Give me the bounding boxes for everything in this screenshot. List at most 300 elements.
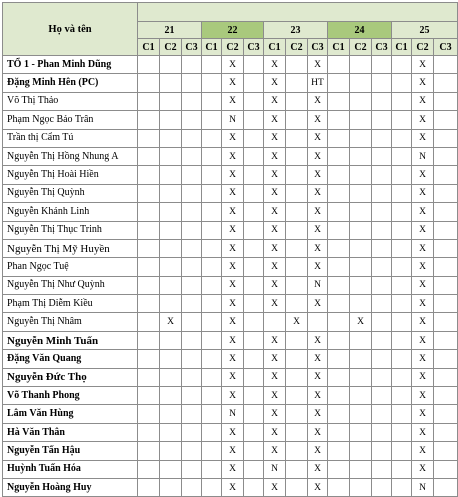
attendance-cell[interactable] [392, 166, 412, 184]
attendance-cell[interactable] [434, 313, 458, 331]
attendance-cell[interactable]: X [308, 56, 328, 74]
attendance-cell[interactable]: X [222, 295, 244, 313]
attendance-cell[interactable]: X [222, 313, 244, 331]
attendance-cell[interactable] [434, 295, 458, 313]
attendance-cell[interactable] [202, 460, 222, 478]
attendance-cell[interactable] [182, 331, 202, 349]
member-name-cell[interactable]: Nguyễn Đức Thọ [3, 368, 138, 386]
attendance-cell[interactable]: X [222, 423, 244, 441]
attendance-cell[interactable] [182, 92, 202, 110]
attendance-cell[interactable] [392, 92, 412, 110]
attendance-cell[interactable] [182, 368, 202, 386]
attendance-cell[interactable] [182, 295, 202, 313]
attendance-cell[interactable] [244, 258, 264, 276]
attendance-cell[interactable] [372, 423, 392, 441]
attendance-cell[interactable] [328, 203, 350, 221]
attendance-cell[interactable] [202, 56, 222, 74]
member-name-cell[interactable]: Nguyễn Minh Tuấn [3, 331, 138, 349]
attendance-cell[interactable]: X [222, 350, 244, 368]
attendance-cell[interactable] [350, 295, 372, 313]
attendance-cell[interactable] [286, 239, 308, 257]
attendance-cell[interactable] [202, 350, 222, 368]
attendance-cell[interactable] [264, 313, 286, 331]
attendance-cell[interactable] [138, 203, 160, 221]
member-name-cell[interactable]: Nguyễn Thị Nhâm [3, 313, 138, 331]
attendance-cell[interactable]: X [308, 258, 328, 276]
attendance-cell[interactable] [392, 129, 412, 147]
attendance-cell[interactable]: X [308, 92, 328, 110]
attendance-cell[interactable] [434, 184, 458, 202]
attendance-cell[interactable] [138, 92, 160, 110]
attendance-cell[interactable]: HT [308, 74, 328, 92]
attendance-cell[interactable] [160, 239, 182, 257]
attendance-cell[interactable] [138, 221, 160, 239]
attendance-cell[interactable]: N [222, 405, 244, 423]
attendance-cell[interactable]: X [308, 111, 328, 129]
attendance-cell[interactable] [138, 74, 160, 92]
attendance-cell[interactable]: X [222, 74, 244, 92]
attendance-cell[interactable] [328, 92, 350, 110]
attendance-cell[interactable] [434, 166, 458, 184]
attendance-cell[interactable]: X [264, 74, 286, 92]
attendance-cell[interactable]: X [412, 203, 434, 221]
attendance-cell[interactable] [160, 350, 182, 368]
attendance-cell[interactable] [434, 92, 458, 110]
attendance-cell[interactable] [328, 166, 350, 184]
attendance-cell[interactable] [434, 276, 458, 294]
attendance-cell[interactable] [328, 56, 350, 74]
attendance-cell[interactable] [182, 313, 202, 331]
attendance-cell[interactable] [202, 478, 222, 496]
attendance-cell[interactable] [202, 387, 222, 405]
attendance-cell[interactable] [138, 368, 160, 386]
attendance-cell[interactable]: X [264, 478, 286, 496]
attendance-cell[interactable] [244, 221, 264, 239]
attendance-cell[interactable] [244, 423, 264, 441]
attendance-cell[interactable] [138, 478, 160, 496]
session-header[interactable]: C1 [138, 39, 160, 56]
attendance-cell[interactable]: X [412, 405, 434, 423]
attendance-cell[interactable]: X [308, 368, 328, 386]
attendance-cell[interactable] [160, 405, 182, 423]
attendance-cell[interactable]: X [264, 56, 286, 74]
attendance-cell[interactable] [308, 313, 328, 331]
attendance-cell[interactable]: X [222, 258, 244, 276]
attendance-cell[interactable] [372, 350, 392, 368]
week-header[interactable]: 21 [138, 22, 202, 39]
attendance-cell[interactable]: X [160, 313, 182, 331]
attendance-cell[interactable] [244, 184, 264, 202]
attendance-cell[interactable] [244, 147, 264, 165]
attendance-cell[interactable] [202, 239, 222, 257]
attendance-cell[interactable] [182, 442, 202, 460]
attendance-cell[interactable]: X [412, 129, 434, 147]
attendance-cell[interactable] [328, 387, 350, 405]
attendance-cell[interactable] [328, 460, 350, 478]
attendance-cell[interactable]: X [286, 313, 308, 331]
member-name-cell[interactable]: Phạm Ngọc Bảo Trân [3, 111, 138, 129]
attendance-cell[interactable]: X [308, 331, 328, 349]
attendance-cell[interactable] [350, 387, 372, 405]
attendance-cell[interactable] [350, 276, 372, 294]
attendance-cell[interactable]: X [308, 442, 328, 460]
attendance-cell[interactable] [350, 478, 372, 496]
attendance-cell[interactable] [160, 184, 182, 202]
week-header[interactable]: 23 [264, 22, 328, 39]
attendance-cell[interactable] [434, 350, 458, 368]
attendance-cell[interactable] [160, 423, 182, 441]
attendance-cell[interactable] [160, 221, 182, 239]
member-name-cell[interactable]: Nguyễn Thị Thục Trinh [3, 221, 138, 239]
attendance-cell[interactable] [372, 239, 392, 257]
attendance-cell[interactable] [350, 56, 372, 74]
attendance-cell[interactable] [350, 423, 372, 441]
attendance-cell[interactable]: X [264, 184, 286, 202]
attendance-cell[interactable] [202, 405, 222, 423]
session-header[interactable]: C3 [182, 39, 202, 56]
attendance-cell[interactable] [138, 423, 160, 441]
attendance-cell[interactable] [372, 295, 392, 313]
attendance-cell[interactable] [160, 478, 182, 496]
attendance-cell[interactable]: X [412, 258, 434, 276]
attendance-cell[interactable]: X [308, 460, 328, 478]
attendance-cell[interactable]: X [412, 74, 434, 92]
attendance-cell[interactable]: X [222, 184, 244, 202]
attendance-cell[interactable]: X [412, 239, 434, 257]
attendance-cell[interactable]: X [412, 184, 434, 202]
attendance-cell[interactable]: X [264, 147, 286, 165]
attendance-cell[interactable] [244, 111, 264, 129]
attendance-cell[interactable]: X [412, 295, 434, 313]
attendance-cell[interactable] [138, 442, 160, 460]
session-header[interactable]: C1 [328, 39, 350, 56]
attendance-cell[interactable] [434, 74, 458, 92]
member-name-cell[interactable]: TỔ 1 - Phan Minh Dũng [3, 56, 138, 74]
attendance-cell[interactable] [434, 442, 458, 460]
attendance-cell[interactable] [372, 129, 392, 147]
attendance-cell[interactable] [202, 258, 222, 276]
session-header[interactable]: C2 [286, 39, 308, 56]
attendance-cell[interactable] [286, 221, 308, 239]
attendance-cell[interactable] [372, 147, 392, 165]
attendance-cell[interactable] [138, 460, 160, 478]
attendance-cell[interactable]: X [222, 368, 244, 386]
attendance-cell[interactable] [160, 295, 182, 313]
attendance-cell[interactable] [138, 387, 160, 405]
attendance-cell[interactable] [372, 56, 392, 74]
attendance-cell[interactable] [328, 74, 350, 92]
attendance-cell[interactable] [372, 405, 392, 423]
attendance-cell[interactable] [202, 368, 222, 386]
attendance-cell[interactable] [286, 147, 308, 165]
attendance-cell[interactable] [202, 147, 222, 165]
attendance-cell[interactable] [160, 111, 182, 129]
attendance-cell[interactable] [392, 239, 412, 257]
attendance-cell[interactable] [244, 239, 264, 257]
attendance-cell[interactable] [372, 92, 392, 110]
member-name-cell[interactable]: Nguyễn Thị Như Quỳnh [3, 276, 138, 294]
attendance-cell[interactable] [372, 184, 392, 202]
attendance-cell[interactable] [286, 203, 308, 221]
attendance-cell[interactable] [328, 368, 350, 386]
member-name-cell[interactable]: Nguyễn Thị Quỳnh [3, 184, 138, 202]
attendance-cell[interactable]: X [222, 166, 244, 184]
attendance-cell[interactable] [244, 166, 264, 184]
session-header[interactable]: C3 [372, 39, 392, 56]
attendance-cell[interactable] [350, 166, 372, 184]
attendance-cell[interactable] [372, 111, 392, 129]
attendance-cell[interactable]: X [264, 405, 286, 423]
attendance-cell[interactable]: X [264, 276, 286, 294]
session-header[interactable]: C1 [202, 39, 222, 56]
attendance-cell[interactable] [372, 460, 392, 478]
attendance-cell[interactable]: X [222, 239, 244, 257]
attendance-cell[interactable]: X [350, 313, 372, 331]
session-header[interactable]: C2 [222, 39, 244, 56]
attendance-cell[interactable] [202, 203, 222, 221]
attendance-cell[interactable] [350, 442, 372, 460]
attendance-cell[interactable]: X [264, 221, 286, 239]
attendance-cell[interactable] [392, 331, 412, 349]
attendance-cell[interactable] [286, 56, 308, 74]
attendance-cell[interactable]: X [222, 478, 244, 496]
attendance-cell[interactable] [434, 460, 458, 478]
attendance-cell[interactable]: X [308, 184, 328, 202]
attendance-cell[interactable] [182, 203, 202, 221]
attendance-cell[interactable] [392, 74, 412, 92]
attendance-cell[interactable] [328, 184, 350, 202]
attendance-cell[interactable] [202, 313, 222, 331]
attendance-cell[interactable] [392, 184, 412, 202]
attendance-cell[interactable] [138, 129, 160, 147]
attendance-cell[interactable]: X [222, 221, 244, 239]
attendance-cell[interactable]: X [412, 331, 434, 349]
attendance-cell[interactable] [392, 368, 412, 386]
attendance-cell[interactable] [372, 331, 392, 349]
attendance-cell[interactable] [202, 111, 222, 129]
attendance-cell[interactable] [244, 331, 264, 349]
attendance-cell[interactable] [434, 405, 458, 423]
attendance-cell[interactable] [202, 442, 222, 460]
attendance-cell[interactable] [392, 147, 412, 165]
attendance-cell[interactable] [350, 350, 372, 368]
attendance-cell[interactable] [286, 184, 308, 202]
member-name-cell[interactable]: Nguyễn Thị Mỹ Huyền [3, 239, 138, 257]
member-name-cell[interactable]: Nguyễn Khánh Linh [3, 203, 138, 221]
attendance-cell[interactable] [160, 56, 182, 74]
attendance-cell[interactable] [434, 56, 458, 74]
attendance-cell[interactable]: X [264, 129, 286, 147]
attendance-cell[interactable]: X [264, 350, 286, 368]
attendance-cell[interactable] [434, 147, 458, 165]
attendance-cell[interactable]: X [308, 423, 328, 441]
attendance-cell[interactable] [160, 166, 182, 184]
attendance-cell[interactable]: X [308, 239, 328, 257]
attendance-cell[interactable] [160, 92, 182, 110]
attendance-cell[interactable]: X [308, 203, 328, 221]
attendance-cell[interactable] [372, 276, 392, 294]
attendance-cell[interactable]: X [264, 442, 286, 460]
attendance-cell[interactable] [350, 331, 372, 349]
attendance-cell[interactable] [328, 313, 350, 331]
attendance-cell[interactable]: N [222, 111, 244, 129]
attendance-cell[interactable] [244, 405, 264, 423]
member-name-cell[interactable]: Nguyễn Hoàng Huy [3, 478, 138, 496]
attendance-cell[interactable] [138, 111, 160, 129]
session-header[interactable]: C3 [434, 39, 458, 56]
attendance-cell[interactable] [328, 276, 350, 294]
attendance-cell[interactable] [202, 276, 222, 294]
attendance-cell[interactable] [138, 258, 160, 276]
attendance-cell[interactable] [328, 295, 350, 313]
member-name-cell[interactable]: Võ Thanh Phong [3, 387, 138, 405]
member-name-cell[interactable]: Đặng Minh Hên (PC) [3, 74, 138, 92]
attendance-cell[interactable]: X [222, 460, 244, 478]
name-column-header[interactable]: Họ và tên [3, 3, 138, 56]
attendance-cell[interactable] [286, 276, 308, 294]
attendance-cell[interactable] [182, 258, 202, 276]
attendance-cell[interactable] [434, 368, 458, 386]
attendance-cell[interactable] [372, 258, 392, 276]
attendance-cell[interactable] [372, 368, 392, 386]
attendance-cell[interactable] [350, 460, 372, 478]
attendance-cell[interactable] [328, 111, 350, 129]
attendance-cell[interactable] [350, 92, 372, 110]
attendance-cell[interactable] [392, 276, 412, 294]
attendance-cell[interactable] [244, 295, 264, 313]
attendance-cell[interactable] [434, 387, 458, 405]
attendance-cell[interactable] [328, 147, 350, 165]
attendance-cell[interactable] [392, 295, 412, 313]
attendance-cell[interactable] [392, 111, 412, 129]
attendance-cell[interactable]: N [412, 478, 434, 496]
attendance-cell[interactable]: X [308, 387, 328, 405]
attendance-cell[interactable] [202, 74, 222, 92]
member-name-cell[interactable]: Nguyễn Tấn Hậu [3, 442, 138, 460]
attendance-cell[interactable] [328, 478, 350, 496]
attendance-cell[interactable] [286, 350, 308, 368]
member-name-cell[interactable]: Võ Thị Thảo [3, 92, 138, 110]
member-name-cell[interactable]: Huỳnh Tuấn Hóa [3, 460, 138, 478]
attendance-cell[interactable]: X [222, 56, 244, 74]
attendance-cell[interactable] [138, 184, 160, 202]
attendance-cell[interactable]: X [222, 276, 244, 294]
attendance-cell[interactable]: X [222, 129, 244, 147]
attendance-cell[interactable]: X [412, 56, 434, 74]
attendance-cell[interactable] [372, 221, 392, 239]
attendance-cell[interactable] [372, 74, 392, 92]
attendance-cell[interactable] [244, 74, 264, 92]
attendance-cell[interactable] [392, 460, 412, 478]
attendance-cell[interactable] [160, 147, 182, 165]
attendance-cell[interactable] [244, 56, 264, 74]
attendance-cell[interactable]: X [308, 295, 328, 313]
attendance-cell[interactable] [202, 92, 222, 110]
attendance-cell[interactable] [182, 423, 202, 441]
attendance-cell[interactable] [286, 442, 308, 460]
attendance-cell[interactable] [182, 147, 202, 165]
attendance-cell[interactable] [286, 460, 308, 478]
session-header[interactable]: C3 [244, 39, 264, 56]
attendance-cell[interactable] [286, 331, 308, 349]
attendance-cell[interactable] [182, 184, 202, 202]
attendance-cell[interactable] [138, 147, 160, 165]
attendance-cell[interactable] [182, 387, 202, 405]
session-header[interactable]: C1 [264, 39, 286, 56]
session-header[interactable]: C2 [350, 39, 372, 56]
attendance-cell[interactable] [372, 387, 392, 405]
attendance-cell[interactable] [182, 111, 202, 129]
attendance-cell[interactable]: X [222, 331, 244, 349]
attendance-cell[interactable]: X [308, 147, 328, 165]
attendance-cell[interactable] [350, 258, 372, 276]
attendance-cell[interactable] [138, 56, 160, 74]
attendance-cell[interactable] [182, 56, 202, 74]
attendance-cell[interactable] [286, 295, 308, 313]
attendance-cell[interactable]: N [308, 276, 328, 294]
session-header[interactable]: C1 [392, 39, 412, 56]
attendance-cell[interactable] [392, 221, 412, 239]
attendance-cell[interactable] [392, 56, 412, 74]
attendance-cell[interactable] [434, 239, 458, 257]
attendance-cell[interactable]: X [412, 111, 434, 129]
attendance-cell[interactable] [202, 221, 222, 239]
week-header[interactable]: 22 [202, 22, 264, 39]
attendance-cell[interactable] [160, 258, 182, 276]
attendance-cell[interactable] [372, 203, 392, 221]
attendance-cell[interactable]: X [264, 111, 286, 129]
attendance-cell[interactable] [182, 350, 202, 368]
attendance-cell[interactable] [350, 129, 372, 147]
attendance-cell[interactable] [138, 350, 160, 368]
attendance-cell[interactable] [182, 74, 202, 92]
attendance-cell[interactable] [350, 203, 372, 221]
attendance-cell[interactable] [350, 147, 372, 165]
attendance-cell[interactable] [328, 405, 350, 423]
attendance-cell[interactable] [372, 478, 392, 496]
attendance-cell[interactable]: X [222, 203, 244, 221]
attendance-cell[interactable]: X [222, 92, 244, 110]
attendance-cell[interactable] [182, 276, 202, 294]
attendance-cell[interactable]: X [264, 368, 286, 386]
attendance-cell[interactable]: N [264, 460, 286, 478]
attendance-cell[interactable] [160, 331, 182, 349]
attendance-cell[interactable] [138, 405, 160, 423]
attendance-cell[interactable]: X [308, 129, 328, 147]
attendance-cell[interactable] [244, 387, 264, 405]
attendance-cell[interactable] [182, 405, 202, 423]
attendance-cell[interactable] [138, 276, 160, 294]
attendance-cell[interactable] [372, 442, 392, 460]
session-header[interactable]: C2 [412, 39, 434, 56]
attendance-cell[interactable]: X [412, 92, 434, 110]
attendance-cell[interactable] [286, 405, 308, 423]
attendance-cell[interactable]: X [222, 147, 244, 165]
attendance-cell[interactable]: X [412, 442, 434, 460]
attendance-cell[interactable] [350, 368, 372, 386]
attendance-cell[interactable]: X [412, 276, 434, 294]
attendance-cell[interactable] [328, 221, 350, 239]
attendance-cell[interactable] [182, 129, 202, 147]
member-name-cell[interactable]: Hà Văn Thân [3, 423, 138, 441]
attendance-cell[interactable] [244, 368, 264, 386]
attendance-cell[interactable] [434, 258, 458, 276]
attendance-cell[interactable]: X [412, 423, 434, 441]
attendance-cell[interactable] [372, 166, 392, 184]
attendance-cell[interactable]: X [412, 368, 434, 386]
attendance-cell[interactable] [138, 313, 160, 331]
attendance-cell[interactable] [434, 423, 458, 441]
